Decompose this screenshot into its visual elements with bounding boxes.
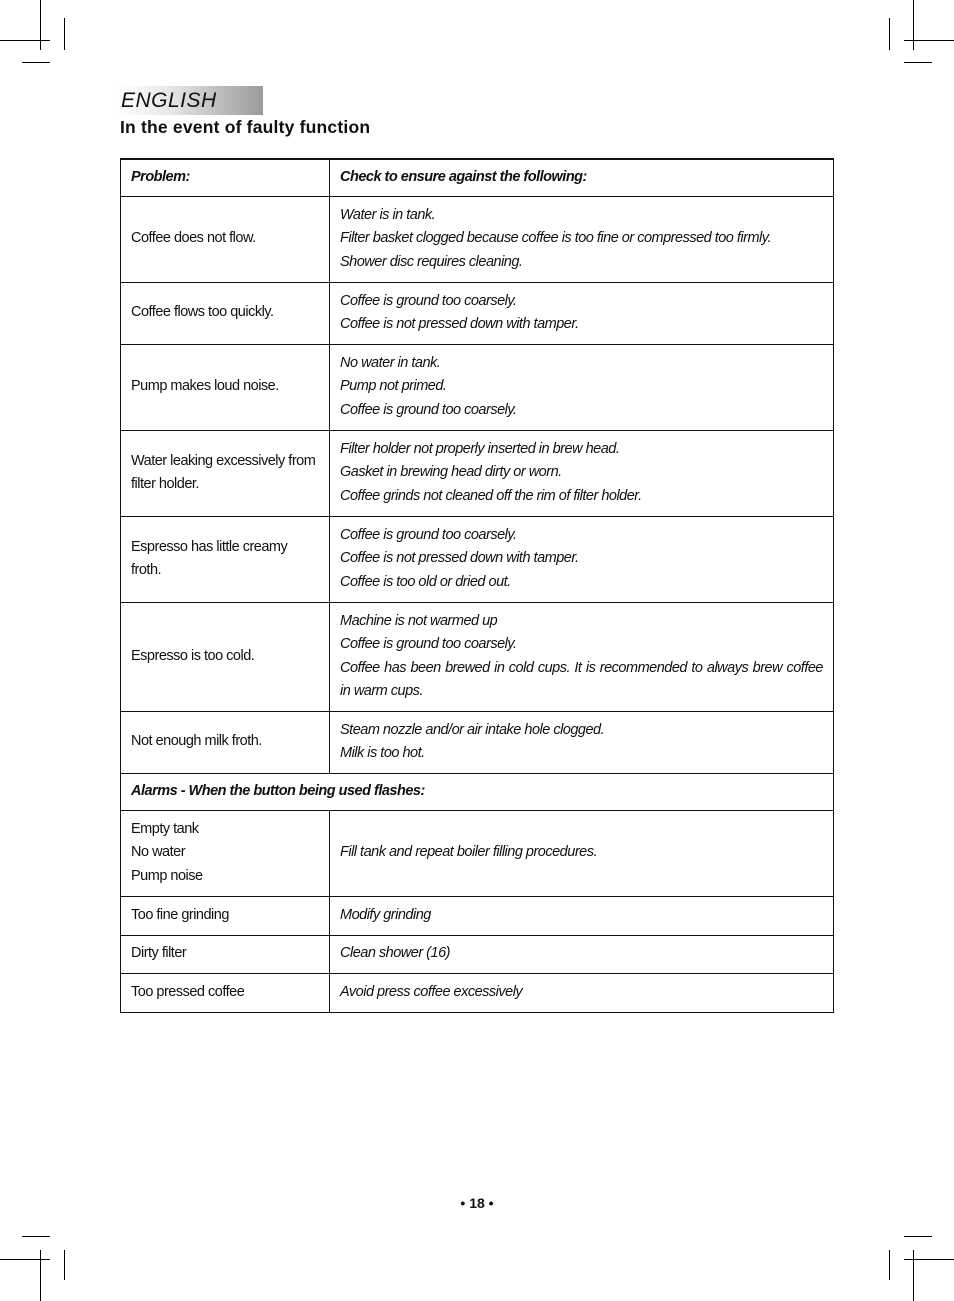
alarm-row [121, 896, 834, 935]
crop-mark [64, 1250, 65, 1280]
check-line: No water in tank. [340, 354, 441, 371]
table-row [121, 282, 834, 344]
crop-mark [64, 18, 65, 50]
problem-cell: Pump makes loud noise. [121, 344, 330, 430]
table-row [121, 711, 834, 773]
alarm-line: No water [131, 844, 186, 861]
check-cell [330, 430, 834, 516]
check-cell [330, 602, 834, 711]
alarm-row [121, 973, 834, 1012]
problem-cell: Not enough milk froth. [121, 711, 330, 773]
table-row [121, 516, 834, 602]
check-line: Coffee is ground too coarsely. [340, 401, 517, 418]
section-title: In the event of faulty function [120, 117, 371, 137]
check-cell [330, 516, 834, 602]
crop-mark [22, 1236, 50, 1237]
crop-mark [904, 62, 932, 63]
crop-mark [904, 1236, 932, 1237]
check-line: Coffee is ground too coarsely. [340, 526, 517, 543]
alarm-line: Empty tank [131, 820, 199, 837]
check-line: Coffee is ground too coarsely. [340, 636, 517, 652]
crop-mark [22, 62, 50, 63]
table-row [121, 602, 834, 711]
crop-mark [904, 40, 954, 41]
table-row [121, 344, 834, 430]
alarm-check-cell: Avoid press coffee excessively [330, 973, 834, 1012]
problem-column-header: Problem: [121, 159, 330, 196]
check-line: Coffee is not pressed down with tamper. [340, 316, 579, 332]
crop-mark [889, 1250, 890, 1280]
check-line: Gasket in brewing head dirty or worn. [340, 464, 562, 481]
check-cell [330, 282, 834, 344]
alarm-problem-cell [121, 810, 330, 896]
crop-mark [913, 0, 914, 50]
crop-mark [40, 1250, 41, 1301]
alarm-problem-cell: Too pressed coffee [121, 973, 330, 1012]
check-line: Coffee has been brewed in cold cups. It is recommended to always brew coffee in warm cups. [340, 659, 823, 699]
check-line: Coffee is not pressed down with tamper. [340, 550, 579, 567]
check-line: Coffee is ground too coarsely. [340, 292, 517, 309]
language-label: ENGLISH [121, 89, 217, 112]
page-number: • 18 • [460, 1195, 494, 1211]
alarm-row [121, 935, 834, 973]
crop-mark [904, 1259, 954, 1260]
check-line: Filter holder not properly inserted in brew head. [340, 440, 620, 457]
table-header-row [121, 159, 834, 196]
alarms-header-row [121, 773, 834, 810]
alarm-check-cell: Fill tank and repeat boiler filling procedures. [330, 810, 834, 896]
check-cell [330, 344, 834, 430]
check-line: Steam nozzle and/or air intake hole clogged. [340, 721, 605, 738]
crop-mark [40, 0, 41, 50]
alarm-check-cell: Modify grinding [330, 896, 834, 935]
problem-cell: Coffee flows too quickly. [121, 282, 330, 344]
check-line: Water is in tank. [340, 206, 436, 223]
check-line: Coffee grinds not cleaned off the rim of filter holder. [340, 487, 642, 504]
alarm-problem-cell: Dirty filter [121, 935, 330, 973]
table-row [121, 196, 834, 282]
check-line: Milk is too hot. [340, 745, 425, 761]
check-line: Coffee is too old or dried out. [340, 573, 511, 590]
check-cell [330, 711, 834, 773]
check-line: Shower disc requires cleaning. [340, 253, 523, 270]
check-line: Machine is not warmed up [340, 612, 498, 629]
check-line: Pump not primed. [340, 378, 447, 395]
check-column-header: Check to ensure against the following: [330, 159, 834, 196]
problem-cell: Espresso has little creamy froth. [121, 516, 330, 602]
table-row [121, 430, 834, 516]
alarms-heading: Alarms - When the button being used flashes: [121, 773, 834, 810]
crop-mark [913, 1250, 914, 1301]
crop-mark [889, 18, 890, 50]
alarm-check-cell: Clean shower (16) [330, 935, 834, 973]
problem-cell: Coffee does not flow. [121, 196, 330, 282]
troubleshooting-table [120, 158, 834, 1013]
alarm-problem-cell: Too fine grinding [121, 896, 330, 935]
problem-cell: Espresso is too cold. [121, 602, 330, 711]
check-cell [330, 196, 834, 282]
crop-mark [0, 1259, 50, 1260]
language-tab [118, 86, 263, 115]
alarm-row [121, 810, 834, 896]
check-line: Filter basket clogged because coffee is too fine or compressed too firmly. [340, 230, 771, 247]
problem-cell: Water leaking excessively from filter holder. [121, 430, 330, 516]
crop-mark [0, 40, 50, 41]
alarm-line: Pump noise [131, 867, 203, 884]
